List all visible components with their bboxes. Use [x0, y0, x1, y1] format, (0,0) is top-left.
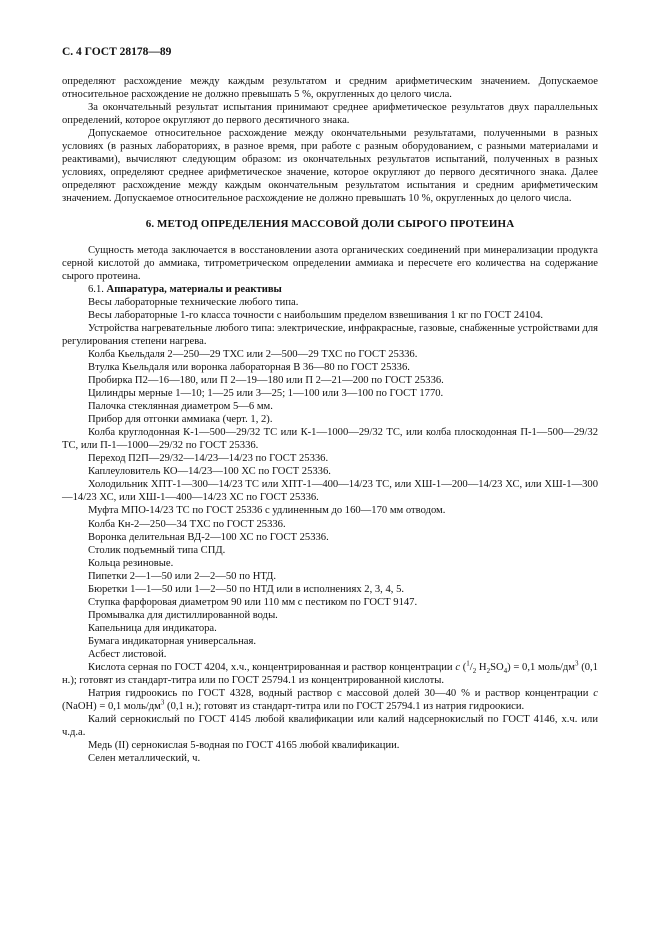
list-item: Прибор для отгонки аммиака (черт. 1, 2). — [88, 414, 273, 426]
paragraph: определяют расхождение между каждым результатом и средним арифметическим значением. Допускаемое относительное расхождение не должно превышать 5 %, округленных до целого числа. — [62, 76, 598, 101]
list-item: Бумага индикаторная универсальная. — [88, 635, 257, 647]
list-item: Колба Кн-2—250—34 ТХС по ГОСТ 25336. — [88, 518, 286, 530]
list-item: Медь (II) сернокислая 5-водная по ГОСТ 4165 любой квалификации. — [88, 740, 400, 752]
list-item: Капельница для индикатора. — [88, 622, 217, 634]
paragraph: За окончательный результат испытания принимают среднее арифметическое результатов двух параллельных определений, которое округляют до первого десятичного знака. — [62, 102, 598, 127]
list-item: Цилиндры мерные 1—10; 1—25 или 3—25; 1—100 или 3—100 по ГОСТ 1770. — [88, 388, 444, 400]
subsection-title: Аппаратура, материалы и реактивы — [106, 283, 282, 295]
acid-item: Кислота серная по ГОСТ 4204, х.ч., концентрированная и раствор концентрации c ($^1/_2$ $H_2SO_4) = 0,1$ моль/$дм^3$ (0,1 н.); готовят из стандарт-титра или по ГОСТ 25794.1 из концентрированной кислоты. — [62, 659, 598, 687]
list-item: Муфта МПО-14/23 ТС по ГОСТ 25336 с удлиненным до 160—170 мм отводом. — [88, 505, 446, 517]
list-item: Весы лабораторные технические любого типа. — [88, 296, 299, 308]
subsection-heading — [62, 283, 598, 296]
list-item: Асбест листовой. — [88, 648, 167, 660]
list-item: Промывалка для дистиллированной воды. — [88, 609, 278, 621]
list-item: Пробирка П2—16—180, или П 2—19—180 или П 2—21—200 по ГОСТ 25336. — [88, 374, 444, 386]
page-header: С. 4 ГОСТ 28178—89 — [62, 46, 172, 58]
list-item: Палочка стеклянная диаметром 5—6 мм. — [88, 401, 273, 413]
list-item: Воронка делительная ВД-2—100 ХС по ГОСТ 25336. — [88, 531, 329, 543]
list-item: Калий сернокислый по ГОСТ 4145 любой квалификации или калий надсернокислый по ГОСТ 4146, х.ч. или ч.д.а. — [62, 714, 598, 739]
subsection-number: 6.1. — [88, 283, 104, 295]
paragraph: Сущность метода заключается в восстановлении азота органических соединений при минерализации продукта серной кислотой до аммиака, титрометрическом определении аммиака и пересчете его количества на содержание сырого протеина. — [62, 244, 598, 282]
reagent-list — [62, 713, 598, 765]
list-item: Бюретки 1—1—50 или 1—2—50 по НТД или в исполнениях 2, 3, 4, 5. — [88, 583, 405, 595]
naoh-item: Натрия гидроокись по ГОСТ 4328, водный раствор с массовой долей 30—40 % и раствор концентрации c (NaOH) = 0,1 моль/$дм^3$ (0,1 н.); готовят из стандарт-титра или по ГОСТ 25794.1 из натрия гидроокиси. — [62, 688, 598, 713]
list-item: Втулка Кьельдаля или воронка лабораторная В 36—80 по ГОСТ 25336. — [88, 361, 410, 373]
list-item: Столик подъемный типа СПД. — [88, 544, 226, 556]
list-item: Селен металлический, ч. — [88, 753, 201, 765]
paragraph: Допускаемое относительное расхождение между окончательными результатами, полученными в разных условиях (в разных лабораториях, в разное время, при работе с разным оборудованием, с разными материалами и реактивами), вычисляют следующим образом: из окончательных результатов испытаний, полученных в разных условиях, определяют среднее арифметическое значение, которое округляют до первого десятичного знака. Далее определяют расхождение между каждым окончательным результатом испытания и средним арифметическим значением. Допускаемое относительное расхождение не должно превышать 10 %, округленных до целого числа. — [62, 128, 598, 205]
list-item: Пипетки 2—1—50 или 2—2—50 по НТД. — [88, 570, 277, 582]
list-item: Устройства нагревательные любого типа: электрические, инфракрасные, газовые, снабженные устройствами для регулирования степени нагрева. — [62, 322, 598, 347]
list-item: Переход П2П—29/32—14/23—14/23 по ГОСТ 25336. — [88, 453, 329, 465]
section-title: 6. МЕТОД ОПРЕДЕЛЕНИЯ МАССОВОЙ ДОЛИ СЫРОГО ПРОТЕИНА — [145, 218, 515, 231]
document-page — [62, 46, 598, 765]
list-item: Весы лабораторные 1-го класса точности с наибольшим пределом взвешивания 1 кг по ГОСТ 24104. — [88, 309, 544, 321]
list-item: Колба Кьельдаля 2—250—29 ТХС или 2—500—29 ТХС по ГОСТ 25336. — [88, 348, 418, 360]
list-item: Ступка фарфоровая диаметром 90 или 110 мм с пестиком по ГОСТ 9147. — [88, 596, 418, 608]
list-item: Каплеуловитель КО—14/23—100 ХС по ГОСТ 25336. — [88, 466, 331, 478]
list-item: Колба круглодонная К-1—500—29/32 ТС или К-1—1000—29/32 ТС, или колба плоскодонная П-1—500—29/32 ТС, или П-1—1000—29/32 по ГОСТ 25336. — [62, 427, 598, 452]
equipment-list — [62, 296, 598, 661]
list-item: Кольца резиновые. — [88, 557, 174, 569]
list-item: Холодильник ХПТ-1—300—14/23 ТС или ХПТ-1—400—14/23 ТС, или ХШ-1—200—14/23 ХС, или ХШ-1—300—14/23 ХС, или ХШ-1—400—14/23 ХС по ГОСТ 25336. — [62, 479, 598, 504]
